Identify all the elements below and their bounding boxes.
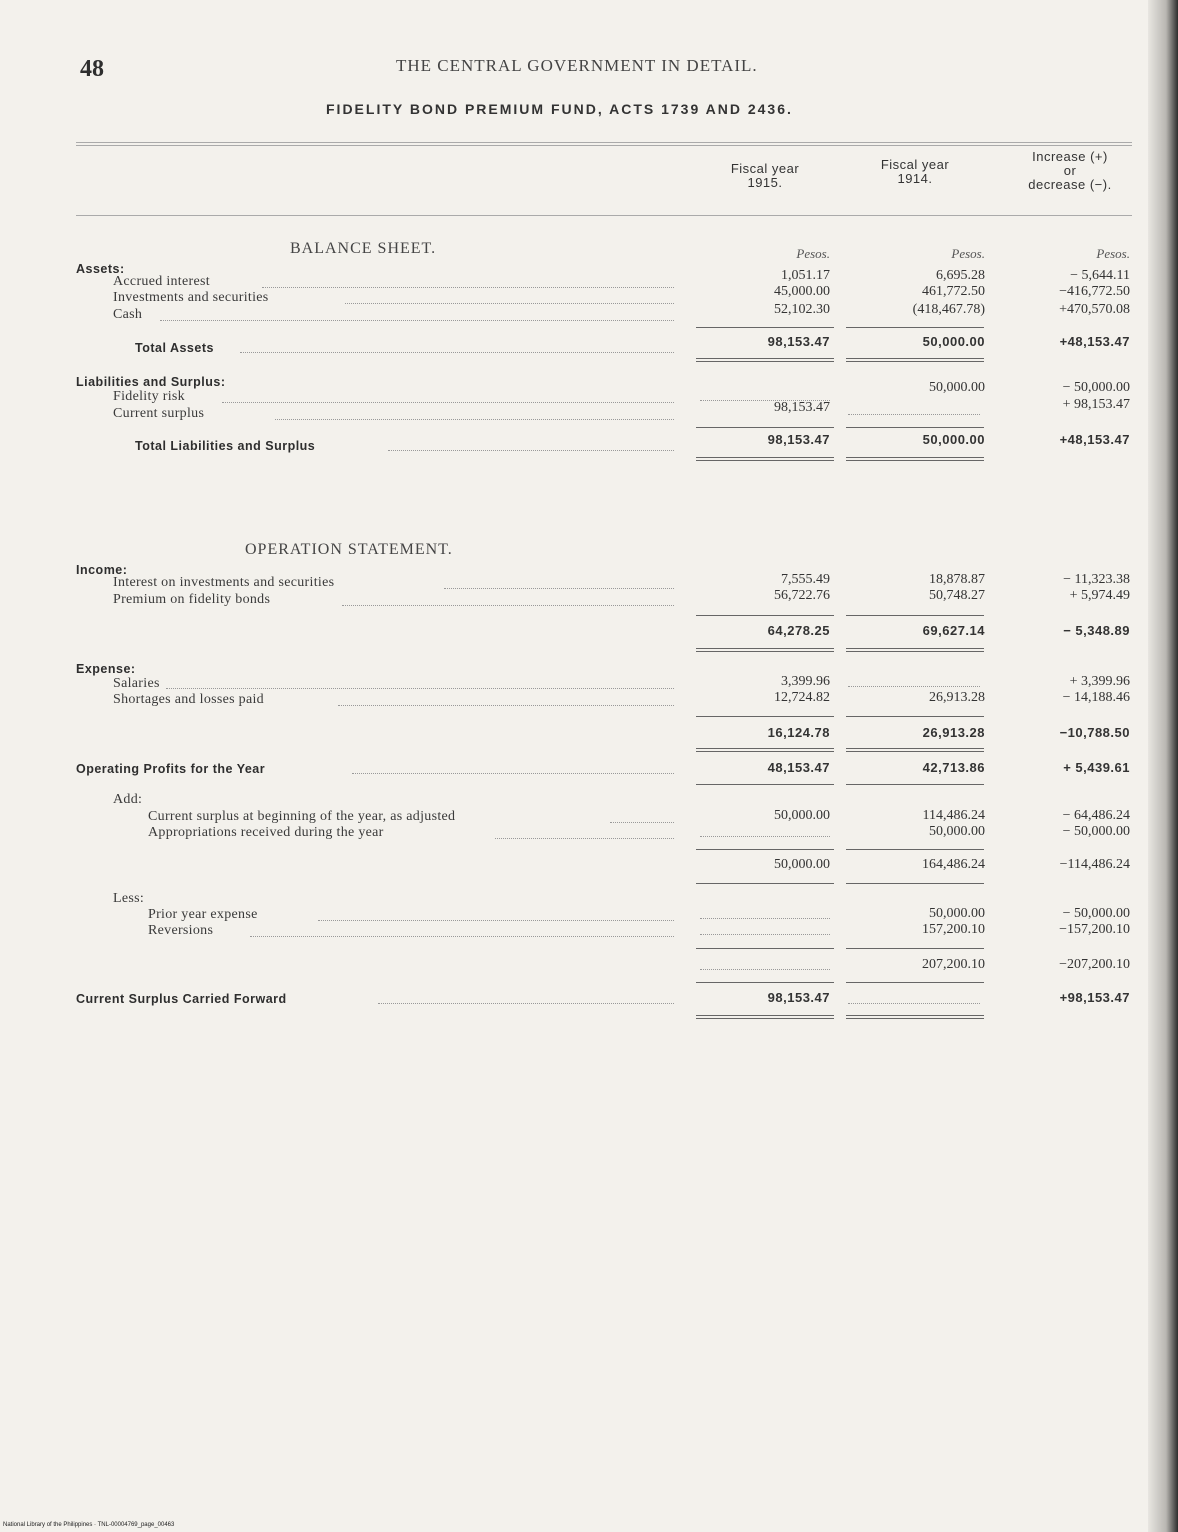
column-header-fy1915: [700, 162, 830, 190]
page-edge-shadow: [1148, 0, 1178, 1532]
running-head: THE CENTRAL GOVERNMENT IN DETAIL.: [396, 56, 758, 75]
column-header-line: 1914.: [897, 171, 933, 186]
double-rule: [696, 748, 834, 752]
value-fy1914: 26,913.28: [929, 690, 985, 705]
operating-profits-fy1915: 48,153.47: [767, 760, 830, 775]
total-fy1915: 98,153.47: [767, 334, 830, 349]
row-label: Reversions: [148, 923, 214, 938]
value-fy1914: 114,486.24: [922, 808, 985, 823]
scan-footer-note: National Library of the Philippines · TNL-00004769_page_00463: [3, 1522, 175, 1528]
value-change: − 5,644.11: [1070, 268, 1130, 283]
blank-value-dots: [848, 686, 980, 687]
table-title: FIDELITY BOND PREMIUM FUND, ACTS 1739 AND 2436.: [326, 101, 793, 117]
top-rule-2: [76, 145, 1132, 146]
expense-total-change: −10,788.50: [1059, 725, 1130, 740]
sum-rule: [846, 982, 984, 983]
double-rule: [696, 457, 834, 461]
total-change: +48,153.47: [1059, 334, 1130, 349]
column-header-line: Fiscal year: [880, 157, 950, 172]
leader-dots: [388, 450, 674, 451]
sum-rule: [846, 948, 984, 949]
unit-label-fy1915: Pesos.: [796, 246, 830, 261]
value-fy1915: 56,722.76: [774, 588, 830, 603]
surplus-forward-label: Current Surplus Carried Forward: [76, 992, 287, 1006]
leader-dots: [338, 705, 674, 706]
sum-rule: [846, 883, 984, 884]
leader-dots: [166, 688, 674, 689]
row-label: Premium on fidelity bonds: [113, 592, 271, 607]
leader-dots: [345, 303, 674, 304]
blank-value-dots: [848, 414, 980, 415]
liabilities-label: Liabilities and Surplus:: [76, 375, 226, 389]
value-fy1915: 52,102.30: [774, 302, 830, 317]
row-label: Prior year expense: [148, 907, 258, 922]
row-label: Accrued interest: [113, 274, 210, 289]
row-label: Cash: [113, 307, 143, 322]
expense-label: Expense:: [76, 662, 136, 676]
total-fy1914: 50,000.00: [922, 432, 985, 447]
income-total-fy1915: 64,278.25: [767, 623, 830, 638]
value-change: − 14,188.46: [1062, 690, 1130, 705]
sum-rule: [846, 784, 984, 785]
column-header-line: decrease (−).: [1028, 177, 1112, 192]
sum-rule: [696, 948, 834, 949]
double-rule: [696, 358, 834, 362]
page-number: 48: [80, 56, 104, 82]
leader-dots: [610, 822, 674, 823]
total-change: +48,153.47: [1059, 432, 1130, 447]
less-label: Less:: [113, 891, 145, 906]
sum-rule: [846, 427, 984, 428]
sum-rule: [696, 427, 834, 428]
add-total-change: −114,486.24: [1059, 857, 1130, 872]
value-change: − 64,486.24: [1062, 808, 1130, 823]
value-fy1914: 461,772.50: [922, 284, 985, 299]
value-fy1914: 50,000.00: [929, 906, 985, 921]
leader-dots: [250, 936, 674, 937]
blank-value-dots: [700, 836, 830, 837]
leader-dots: [222, 402, 674, 403]
income-total-change: − 5,348.89: [1063, 623, 1130, 638]
value-change: − 11,323.38: [1063, 572, 1130, 587]
assets-label: Assets:: [76, 262, 125, 276]
double-rule: [846, 1015, 984, 1019]
leader-dots: [160, 320, 674, 321]
blank-value-dots: [700, 969, 830, 970]
value-change: −416,772.50: [1059, 284, 1130, 299]
value-fy1914: 157,200.10: [922, 922, 985, 937]
sum-rule: [696, 327, 834, 328]
sum-rule: [696, 784, 834, 785]
blank-value-dots: [848, 1003, 980, 1004]
blank-value-dots: [700, 934, 830, 935]
double-rule: [846, 748, 984, 752]
expense-total-fy1915: 16,124.78: [767, 725, 830, 740]
row-label: Shortages and losses paid: [113, 692, 264, 707]
value-fy1914: 50,000.00: [929, 824, 985, 839]
sum-rule: [696, 849, 834, 850]
balance-sheet-heading: BALANCE SHEET.: [290, 240, 437, 257]
value-change: + 3,399.96: [1069, 674, 1130, 689]
double-rule: [696, 648, 834, 652]
value-fy1915: 7,555.49: [781, 572, 830, 587]
column-header-line: Increase (+): [1032, 149, 1108, 164]
value-change: + 98,153.47: [1062, 397, 1130, 412]
unit-label-fy1914: Pesos.: [951, 246, 985, 261]
operation-statement-heading: OPERATION STATEMENT.: [245, 541, 453, 558]
sum-rule: [846, 716, 984, 717]
sum-rule: [696, 982, 834, 983]
column-header-line: 1915.: [747, 175, 783, 190]
leader-dots: [262, 287, 674, 288]
sum-rule: [696, 883, 834, 884]
add-label: Add:: [113, 792, 143, 807]
income-label: Income:: [76, 563, 128, 577]
leader-dots: [342, 605, 674, 606]
value-fy1914: (418,467.78): [912, 302, 985, 317]
income-total-fy1914: 69,627.14: [922, 623, 985, 638]
double-rule: [846, 457, 984, 461]
row-label: Current surplus at beginning of the year, as adjusted: [148, 809, 456, 824]
column-header-fy1914: [845, 158, 985, 186]
header-bottom-rule: [76, 215, 1132, 216]
double-rule: [696, 1015, 834, 1019]
value-fy1914: 50,000.00: [929, 380, 985, 395]
operating-profits-fy1914: 42,713.86: [922, 760, 985, 775]
row-label: Appropriations received during the year: [148, 825, 384, 840]
operating-profits-change: + 5,439.61: [1063, 760, 1130, 775]
value-fy1914: 6,695.28: [936, 268, 985, 283]
row-label: Fidelity risk: [113, 389, 185, 404]
value-fy1914: 50,748.27: [929, 588, 985, 603]
value-fy1915: 98,153.47: [774, 400, 830, 415]
leader-dots: [275, 419, 674, 420]
row-label: Current surplus: [113, 406, 205, 421]
column-header-line: Fiscal year: [730, 161, 800, 176]
value-change: − 50,000.00: [1062, 906, 1130, 921]
sum-rule: [696, 615, 834, 616]
surplus-forward-fy1915: 98,153.47: [767, 990, 830, 1005]
sum-rule: [846, 849, 984, 850]
value-change: − 50,000.00: [1062, 380, 1130, 395]
add-total-fy1915: 50,000.00: [774, 857, 830, 872]
value-fy1914: 18,878.87: [929, 572, 985, 587]
column-header-change: [1000, 150, 1140, 192]
value-fy1915: 1,051.17: [781, 268, 830, 283]
value-fy1915: 50,000.00: [774, 808, 830, 823]
value-fy1915: 12,724.82: [774, 690, 830, 705]
leader-dots: [352, 773, 674, 774]
unit-label-change: Pesos.: [1096, 246, 1130, 261]
leader-dots: [495, 838, 674, 839]
leader-dots: [444, 588, 674, 589]
surplus-forward-change: +98,153.47: [1059, 990, 1130, 1005]
leader-dots: [240, 352, 674, 353]
sum-rule: [846, 327, 984, 328]
value-change: +470,570.08: [1059, 302, 1130, 317]
value-change: −157,200.10: [1059, 922, 1130, 937]
less-total-fy1914: 207,200.10: [922, 957, 985, 972]
leader-dots: [378, 1003, 674, 1004]
row-label: Interest on investments and securities: [113, 575, 335, 590]
value-change: − 50,000.00: [1062, 824, 1130, 839]
total-fy1915: 98,153.47: [767, 432, 830, 447]
operating-profits-label: Operating Profits for the Year: [76, 762, 266, 776]
double-rule: [846, 648, 984, 652]
total-fy1914: 50,000.00: [922, 334, 985, 349]
blank-value-dots: [700, 918, 830, 919]
row-label: Salaries: [113, 676, 160, 691]
value-fy1915: 45,000.00: [774, 284, 830, 299]
value-change: + 5,974.49: [1069, 588, 1130, 603]
total-liabilities-label: Total Liabilities and Surplus: [135, 439, 316, 453]
double-rule: [846, 358, 984, 362]
leader-dots: [318, 920, 674, 921]
total-assets-label: Total Assets: [135, 341, 214, 355]
row-label: Investments and securities: [113, 290, 269, 305]
column-header-line: or: [1063, 163, 1077, 178]
sum-rule: [696, 716, 834, 717]
sum-rule: [846, 615, 984, 616]
add-total-fy1914: 164,486.24: [922, 857, 985, 872]
expense-total-fy1914: 26,913.28: [922, 725, 985, 740]
less-total-change: −207,200.10: [1059, 957, 1130, 972]
top-rule: [76, 142, 1132, 143]
value-fy1915: 3,399.96: [781, 674, 830, 689]
